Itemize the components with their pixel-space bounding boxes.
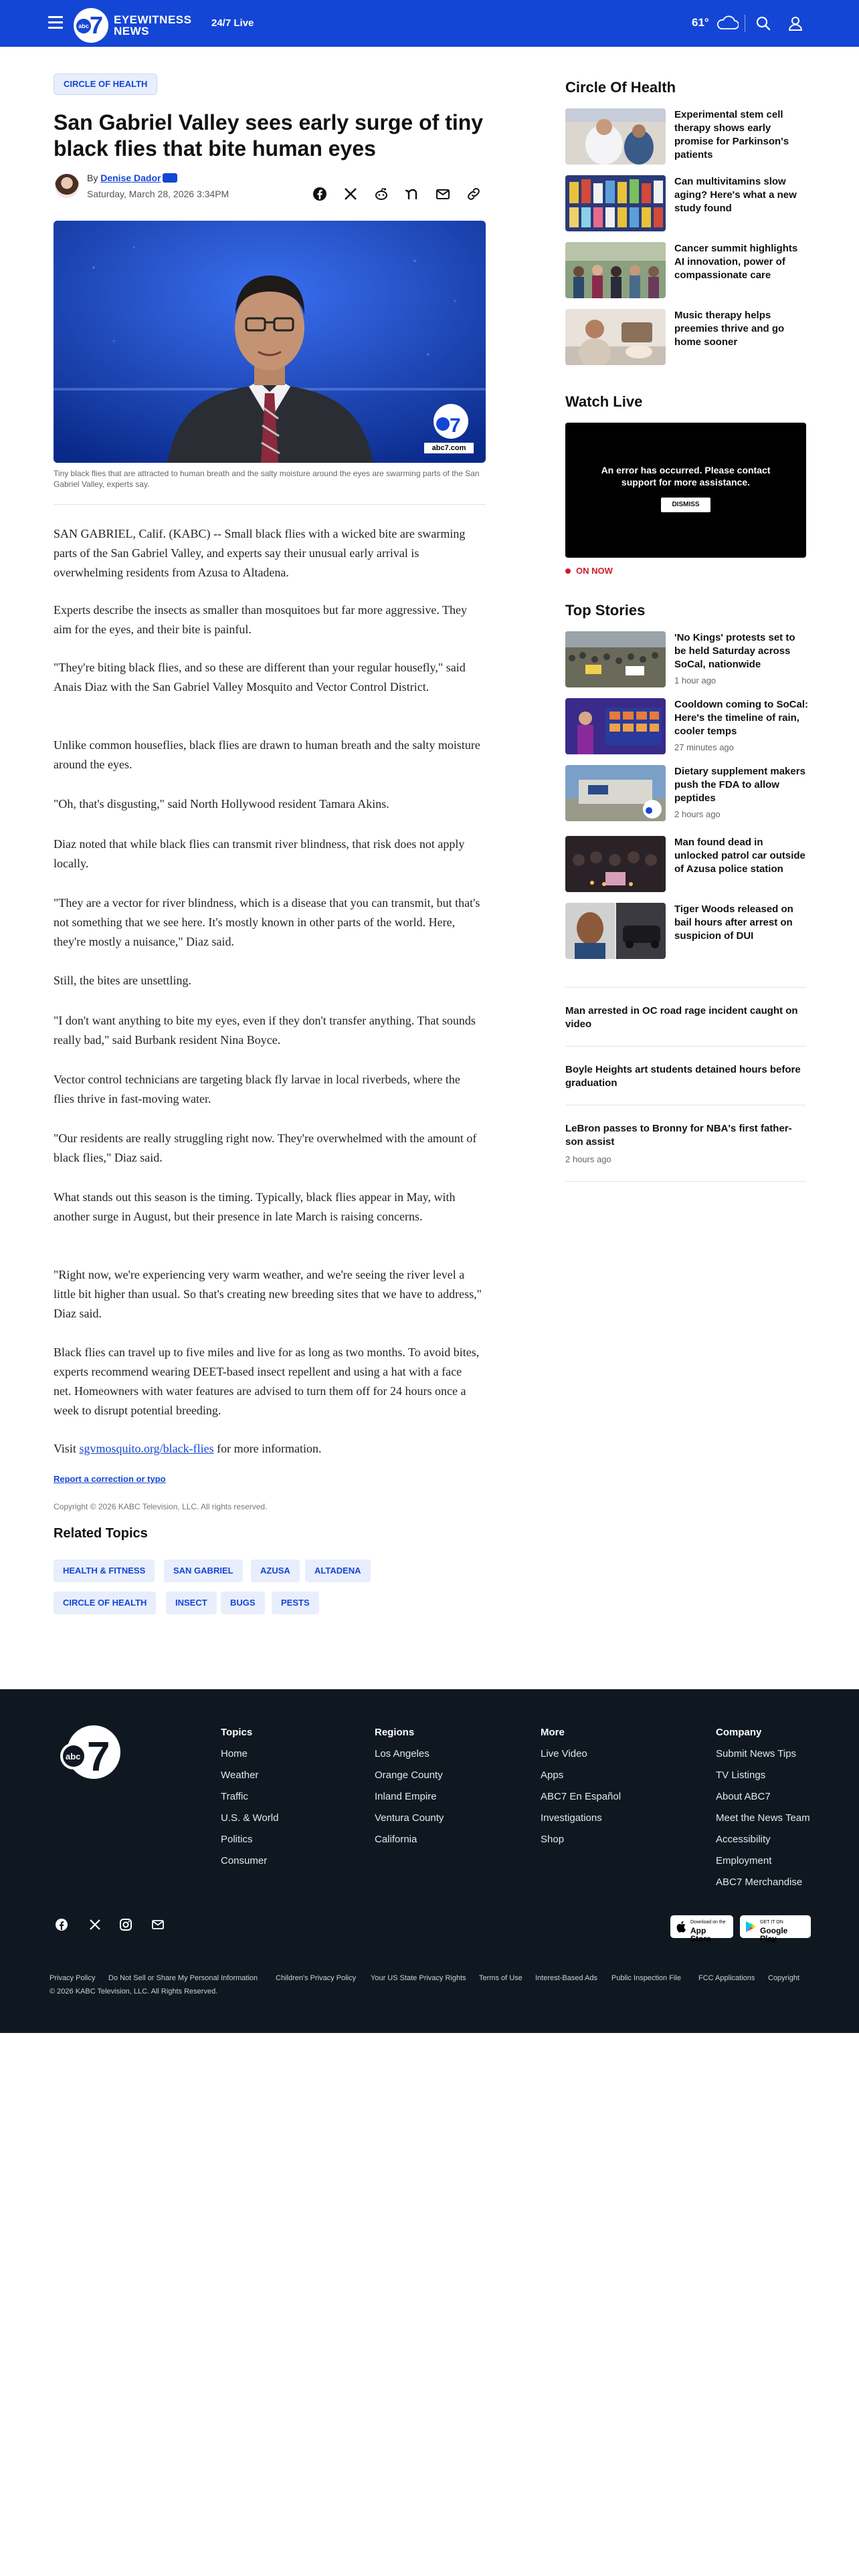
story-title[interactable]: Man found dead in unlocked patrol car outside of Azusa police station: [674, 837, 805, 875]
story-timestamp: 2 hours ago: [565, 1154, 611, 1164]
brand-line-2: NEWS: [114, 25, 149, 37]
byline-prefix: By: [87, 173, 98, 183]
article-paragraph: Still, the bites are unsettling.: [54, 974, 191, 987]
circle-story[interactable]: [565, 309, 806, 366]
footer-link[interactable]: Live Video: [541, 1748, 587, 1759]
article-paragraph: "Right now, we're experiencing very warm weather, and we're seeing the river level a little bit higher than usual. So that's creating new breeding sites that we have to address," Diaz said.: [54, 1268, 482, 1320]
logo-abc-text: abc: [76, 19, 91, 33]
footer-link[interactable]: ABC7 En Español: [541, 1791, 622, 1802]
related-topic-tag[interactable]: ALTADENA: [305, 1560, 371, 1582]
news-anchor-image: [54, 221, 486, 463]
story-timestamp: 2 hours ago: [674, 809, 721, 819]
footer-link[interactable]: Home: [221, 1748, 248, 1759]
top-story[interactable]: [565, 698, 806, 756]
story-title[interactable]: Can multivitamins slow aging? Here's what a new study found: [674, 176, 797, 214]
app-store-small-text: Download on the: [690, 1920, 726, 1925]
apple-icon: [676, 1920, 686, 1933]
top-story[interactable]: [565, 631, 806, 689]
story-thumbnail: [565, 631, 666, 687]
category-tag[interactable]: CIRCLE OF HEALTH: [54, 74, 157, 95]
email-icon[interactable]: [435, 186, 451, 202]
top-story[interactable]: [565, 765, 806, 823]
footer-link[interactable]: ABC7 Merchandise: [716, 1876, 803, 1888]
logo-seven-text: 7: [90, 11, 104, 39]
footer-link[interactable]: Meet the News Team: [716, 1812, 810, 1824]
top-story[interactable]: [565, 836, 806, 893]
on-now-label: ON NOW: [576, 566, 613, 576]
legal-link[interactable]: Interest-Based Ads: [535, 1974, 597, 1982]
instagram-icon[interactable]: [119, 1918, 132, 1931]
footer-link[interactable]: Submit News Tips: [716, 1748, 797, 1759]
article-paragraph: "They are a vector for river blindness, which is a disease that you can transmit, but that's not something that we see here. It's mostly known in other parts of the world. Here, they're mostly a nuisance," Diaz said.: [54, 896, 480, 948]
text-story[interactable]: Man arrested in OC road rage incident caught on video: [565, 1005, 798, 1030]
legal-link[interactable]: Privacy Policy: [50, 1974, 96, 1982]
related-topic-tag[interactable]: INSECT: [166, 1592, 217, 1614]
story-thumbnail: [565, 108, 666, 165]
reddit-icon[interactable]: [373, 186, 389, 202]
footer-link[interactable]: Shop: [541, 1834, 565, 1845]
article-paragraph: "Oh, that's disgusting," said North Hollywood resident Tamara Akins.: [54, 797, 389, 811]
story-timestamp: 27 minutes ago: [674, 742, 734, 752]
story-title[interactable]: 'No Kings' protests set to be held Saturday across SoCal, nationwide: [674, 632, 795, 670]
article-paragraph: Experts describe the insects as smaller than mosquitoes but far more aggressive. They aim for the eyes, and their bite is painful.: [54, 603, 467, 636]
author-avatar[interactable]: [55, 174, 79, 198]
footer-link[interactable]: About ABC7: [716, 1791, 771, 1802]
visit-prefix: Visit: [54, 1442, 76, 1455]
story-title[interactable]: Cancer summit highlights AI innovation, power of compassionate care: [674, 243, 798, 281]
menu-icon[interactable]: [48, 16, 63, 29]
footer-company-heading: Company: [716, 1727, 762, 1738]
google-play-small-text: GET IT ON: [760, 1920, 783, 1925]
related-topics-heading: Related Topics: [54, 1526, 148, 1541]
app-store-badge[interactable]: [670, 1915, 733, 1943]
image-caption: Tiny black flies that are attracted to human breath and the salty moisture around the eyes are swarming parts of the San Gabriel Valley, experts say.: [54, 469, 480, 489]
site-logo[interactable]: [74, 8, 191, 43]
x-icon[interactable]: [343, 186, 359, 202]
circle-story[interactable]: [565, 175, 806, 233]
footer-more-heading: More: [541, 1727, 565, 1738]
circle-story[interactable]: [565, 242, 806, 300]
related-topic-tag[interactable]: AZUSA: [251, 1560, 300, 1582]
watch-live-heading: Watch Live: [565, 393, 643, 410]
temperature[interactable]: 61°: [692, 16, 709, 29]
email-icon[interactable]: [151, 1918, 165, 1931]
related-topic-tag[interactable]: PESTS: [272, 1592, 319, 1614]
related-topic-tag[interactable]: HEALTH & FITNESS: [54, 1560, 155, 1582]
brand-line-1: EYEWITNESS: [114, 13, 192, 26]
svg-text:7: 7: [450, 415, 461, 437]
visit-suffix: for more information.: [217, 1442, 322, 1455]
article-paragraph: Diaz noted that while black flies can transmit river blindness, that risk does not apply locally.: [54, 837, 465, 870]
live-link[interactable]: 24/7 Live: [211, 17, 254, 29]
article-paragraph: "They're biting black flies, and so these are different than your regular housefly," said Anais Diaz with the San Gabriel Valley Mosquito and Vector Control District.: [54, 661, 466, 693]
site-footer: [0, 1689, 859, 2033]
related-topic-tag[interactable]: BUGS: [221, 1592, 265, 1614]
byline: [87, 173, 177, 183]
svg-text:abc: abc: [66, 1751, 81, 1761]
footer-link[interactable]: U.S. & World: [221, 1812, 279, 1824]
footer-link[interactable]: Traffic: [221, 1791, 248, 1802]
circle-story[interactable]: [565, 108, 806, 166]
caption-divider: [54, 504, 486, 505]
footer-copyright: © 2026 KABC Television, LLC. All Rights Reserved.: [50, 1988, 218, 1996]
story-thumbnail: [565, 765, 666, 821]
article-paragraph: Vector control technicians are targeting black fly larvae in local riverbeds, where the flies thrive in fast-moving water.: [54, 1073, 460, 1105]
legal-link[interactable]: Terms of Use: [479, 1974, 522, 1982]
footer-topics-heading: Topics: [221, 1727, 253, 1738]
story-divider: [565, 1046, 806, 1047]
story-thumbnail: [565, 903, 666, 959]
publish-date: Saturday, March 28, 2026 3:34PM: [87, 189, 229, 199]
legal-link[interactable]: Do Not Sell or Share My Personal Information: [108, 1974, 258, 1982]
article-paragraph-visit: [54, 1439, 482, 1459]
story-title[interactable]: Dietary supplement makers push the FDA to allow peptides: [674, 766, 805, 804]
footer-link[interactable]: Orange County: [375, 1769, 443, 1781]
legal-link[interactable]: Your US State Privacy Rights: [371, 1974, 466, 1982]
footer-link[interactable]: Los Angeles: [375, 1748, 430, 1759]
footer-link[interactable]: Apps: [541, 1769, 564, 1781]
cloudy-weather-icon[interactable]: [716, 15, 739, 31]
abc-network-badge-icon: [163, 173, 177, 183]
google-play-badge[interactable]: [740, 1915, 811, 1943]
abc7-logo-icon: [74, 8, 108, 43]
story-thumbnail: [565, 309, 666, 365]
text-story[interactable]: Boyle Heights art students detained hours before graduation: [565, 1064, 801, 1089]
story-divider: [565, 987, 806, 988]
footer-link[interactable]: Ventura County: [375, 1812, 444, 1824]
video-player[interactable]: [54, 221, 486, 463]
footer-regions-heading: Regions: [375, 1727, 415, 1738]
footer-link[interactable]: TV Listings: [716, 1769, 766, 1781]
story-title[interactable]: Cooldown coming to SoCal: Here's the timeline of rain, cooler temps: [674, 699, 808, 737]
report-correction-link[interactable]: Report a correction or typo: [54, 1474, 166, 1484]
nextdoor-icon[interactable]: [404, 186, 420, 202]
footer-link[interactable]: Politics: [221, 1834, 253, 1845]
text-story[interactable]: LeBron passes to Bronny for NBA's first father-son assist: [565, 1123, 792, 1148]
footer-link[interactable]: Inland Empire: [375, 1791, 437, 1802]
footer-link[interactable]: Consumer: [221, 1855, 268, 1866]
story-thumbnail: [565, 175, 666, 231]
related-topic-tag[interactable]: SAN GABRIEL: [164, 1560, 243, 1582]
circle-of-health-heading: Circle Of Health: [565, 79, 676, 96]
facebook-icon[interactable]: [312, 186, 328, 202]
live-dot-icon: [565, 568, 571, 574]
article-paragraph: "Our residents are really struggling right now. They're overwhelmed with the amount of black flies," Diaz said.: [54, 1132, 477, 1164]
article-paragraph: What stands out this season is the timing. Typically, black flies appear in May, with another surge in August, but their presence in late March is raising concerns.: [54, 1190, 456, 1223]
on-now-indicator: [565, 566, 613, 576]
brand-wordmark: [114, 14, 191, 37]
top-story[interactable]: [565, 903, 806, 960]
story-divider: [565, 1181, 806, 1182]
article-paragraph: Black flies can travel up to five miles and live for as long as two months. To avoid bites, experts recommend wearing DEET-based insect repellent and using a hat with a face net. Homeowners with water features are advised to turn them off for 24 hours once a week to disrupt potential breeding.: [54, 1346, 480, 1417]
article-copyright: Copyright © 2026 KABC Television, LLC. All rights reserved.: [54, 1502, 268, 1511]
legal-link[interactable]: Children's Privacy Policy: [276, 1974, 357, 1982]
legal-link[interactable]: Copyright: [768, 1974, 800, 1982]
article-paragraph: SAN GABRIEL, Calif. (KABC) -- Small black flies with a wicked bite are swarming parts of the San Gabriel Valley, and experts say their unusual early arrival is overwhelming residents from Azusa to Altadena.: [54, 527, 466, 579]
story-title[interactable]: Experimental stem cell therapy shows early promise for Parkinson's patients: [674, 109, 789, 160]
story-thumbnail: [565, 698, 666, 754]
story-title[interactable]: Music therapy helps preemies thrive and go home sooner: [674, 310, 785, 348]
google-play-icon: [745, 1921, 756, 1933]
site-header: [0, 0, 859, 47]
footer-link[interactable]: Accessibility: [716, 1834, 771, 1845]
legal-link[interactable]: Public Inspection File: [611, 1974, 681, 1982]
article-paragraph: Unlike common houseflies, black flies are drawn to human breath and the salty moisture around the eyes.: [54, 738, 480, 771]
abc7-footer-logo[interactable]: [50, 1724, 123, 1780]
app-store-text: App Store: [690, 1926, 711, 1943]
google-play-text: Google Play: [760, 1926, 788, 1943]
x-icon[interactable]: [88, 1918, 102, 1931]
story-title[interactable]: Tiger Woods released on bail hours after arrest on suspicion of DUI: [674, 903, 793, 942]
footer-link[interactable]: Investigations: [541, 1812, 602, 1824]
facebook-icon[interactable]: [55, 1918, 68, 1931]
article-paragraph: "I don't want anything to bite my eyes, even if they don't transfer anything. That sounds really bad," said Burbank resident Nina Boyce.: [54, 1014, 476, 1047]
dismiss-button[interactable]: DISMISS: [661, 498, 710, 512]
live-video-player[interactable]: [565, 423, 806, 558]
footer-link[interactable]: California: [375, 1834, 417, 1845]
legal-link[interactable]: FCC Applications: [698, 1974, 755, 1982]
video-watermark: abc7.com: [432, 444, 466, 452]
search-icon[interactable]: [755, 15, 772, 32]
sgvmosquito-link[interactable]: sgvmosquito.org/black-flies: [79, 1442, 214, 1455]
related-topic-tag[interactable]: CIRCLE OF HEALTH: [54, 1592, 156, 1614]
author-link[interactable]: Denise Dador: [100, 173, 161, 183]
footer-link[interactable]: Weather: [221, 1769, 259, 1781]
footer-link[interactable]: Employment: [716, 1855, 772, 1866]
story-timestamp: 1 hour ago: [674, 675, 717, 685]
article-headline: San Gabriel Valley sees early surge of tiny black flies that bite human eyes: [54, 110, 484, 160]
player-error-message: An error has occurred. Please contact support for more assistance.: [601, 465, 771, 488]
story-thumbnail: [565, 242, 666, 298]
top-stories-heading: Top Stories: [565, 602, 646, 619]
svg-text:7: 7: [87, 1734, 110, 1780]
user-account-icon[interactable]: [787, 15, 804, 32]
story-thumbnail: [565, 836, 666, 892]
link-icon[interactable]: [466, 186, 482, 202]
